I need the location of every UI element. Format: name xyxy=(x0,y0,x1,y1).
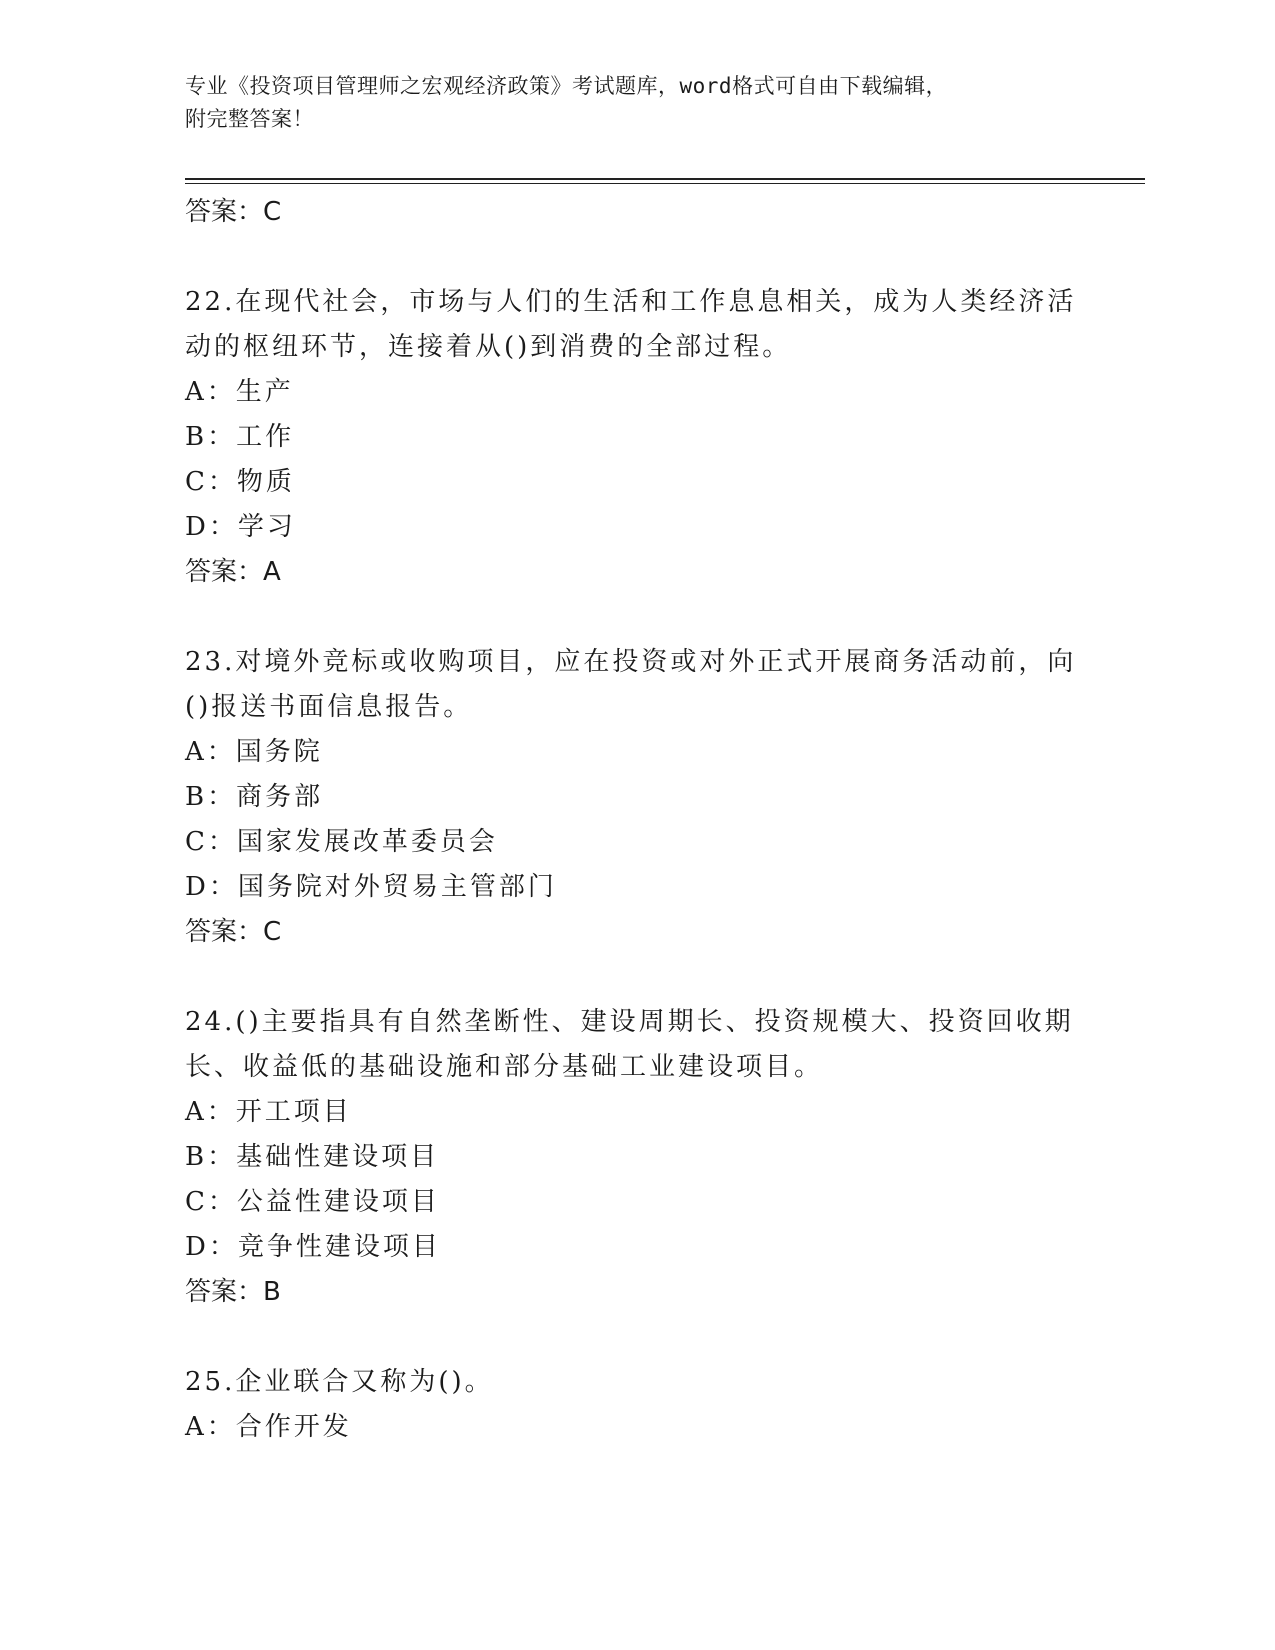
header-line-2: 附完整答案！ xyxy=(185,107,314,131)
header-line-1: 专业《投资项目管理师之宏观经济政策》考试题库，word格式可自由下载编辑， xyxy=(185,74,948,98)
answer-line: 答案：A xyxy=(185,557,281,587)
document-header xyxy=(185,70,1105,136)
question-text: 22.在现代社会，市场与人们的生活和工作息息相关，成为人类经济活动的枢纽环节，连接着从()到消费的全部过程。 xyxy=(185,287,1077,362)
answer-line: 答案：B xyxy=(185,1277,281,1307)
option-a: A：开工项目 xyxy=(185,1097,352,1127)
option-d: D：学习 xyxy=(185,512,296,542)
option-b: B：工作 xyxy=(185,422,295,452)
question-block-22 xyxy=(185,280,1085,595)
question-block-25 xyxy=(185,1360,1085,1450)
option-a: A：合作开发 xyxy=(185,1412,352,1442)
question-text: 25.企业联合又称为()。 xyxy=(185,1367,494,1397)
option-d: D：竞争性建设项目 xyxy=(185,1232,441,1262)
option-b: B：商务部 xyxy=(185,782,324,812)
option-b: B：基础性建设项目 xyxy=(185,1142,440,1172)
question-text: 23.对境外竞标或收购项目，应在投资或对外正式开展商务活动前，向()报送书面信息报告。 xyxy=(185,647,1077,722)
question-text: 24.()主要指具有自然垄断性、建设周期长、投资规模大、投资回收期长、收益低的基础设施和部分基础工业建设项目。 xyxy=(185,1007,1074,1082)
answer-line: 答案：C xyxy=(185,197,282,227)
header-divider-thick xyxy=(185,178,1145,180)
question-block-23 xyxy=(185,640,1085,955)
option-d: D：国务院对外贸易主管部门 xyxy=(185,872,557,902)
question-block-24 xyxy=(185,1000,1085,1315)
option-c: C：国家发展改革委员会 xyxy=(185,827,498,857)
document-body xyxy=(185,190,1085,1450)
option-a: A：生产 xyxy=(185,377,294,407)
answer-line: 答案：C xyxy=(185,917,282,947)
option-c: C：物质 xyxy=(185,467,295,497)
header-divider-thin xyxy=(185,183,1145,184)
option-c: C：公益性建设项目 xyxy=(185,1187,440,1217)
option-a: A：国务院 xyxy=(185,737,323,767)
